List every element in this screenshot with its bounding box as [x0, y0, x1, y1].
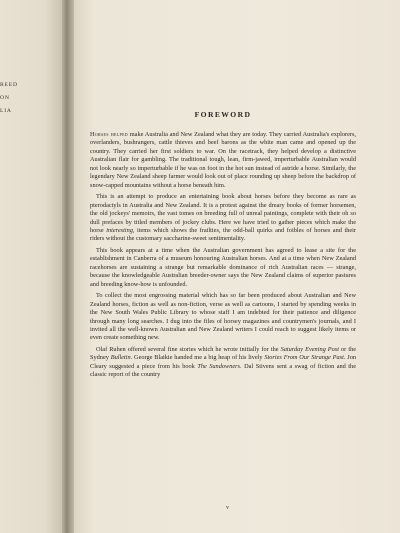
- publication-title: The Sundowners: [197, 362, 241, 370]
- left-page-text-fragment: LIA: [0, 108, 12, 114]
- publication-title: Saturday Evening Post: [280, 345, 339, 353]
- paragraph: This book appears at a time when the Australian government has agreed to lease a site for the establishment in Canberra of a museum honouring Australian horses. And at a time when New Zealand racehorses are sustaining a strange but remarkable dominance of rich Australian races — strange, because the knowledgeable Australian breeder-owner says the New Zealand claims of superior pastures and breeding know-how is unfounded.: [90, 246, 356, 288]
- page-number: v: [226, 505, 229, 511]
- paragraph: Horses helped make Australia and New Zealand what they are today. They carried Australia's explorers, overlanders, bushrangers, cattle thieves and beef barons as the white man came and opened up the country. They carried her first soldiers to war. On the racetrack, they helped develop a distinctive Australian flair for gambling. The traditional tough, lean, firm-jawed, imperturbable Australian would not look nearly so imperturbable if he was on foot in the hot sun instead of astride a horse. Similarly, the legendary New Zealand sheep farmer would look out of place rounding up sheep before the backdrop of snow-capped mountains without a horse beneath him.: [90, 131, 357, 189]
- left-page-text-fragment: ON: [0, 95, 10, 101]
- drop-lead-words: Horses helped: [90, 131, 128, 138]
- publication-title: Stories From Our Strange Past: [264, 354, 344, 362]
- left-page-text-fragment: REED: [0, 82, 18, 88]
- paragraph: This is an attempt to produce an entertaining book about horses before they become as rare as pterodactyls in Australia and New Zealand. It is a protest against the dreary books of former horsemen, the old jockeys' memoirs, the vast tomes on breeding full of unreal paintings, complete with their oh so dull prefaces by titled members of jockey clubs. Here we have tried to gather pieces which make the horse interesting, items which shows the frailties, the odd-ball quirks and foibles of horses and their riders without the customary saccharine-sweet sentimentality.: [90, 193, 356, 243]
- paragraph: Olaf Ruhen offered several fine stories which he wrote initially for the Saturday Evening Post or the Sydney Bulletin. George Blaikie handed me a big heap of his lively Stories From Our Strange Past. Jon Cleary suggested a piece from his book The Sundowners. Dal Stivens sent a swag of fiction and the classic report of the country: [90, 345, 357, 379]
- page-title: FOREWORD: [194, 110, 252, 119]
- left-page: [0, 0, 64, 533]
- italic-word: interesting: [106, 226, 133, 234]
- paragraph: To collect the most engrossing material which has so far been produced about Australian and New Zealand horses, fiction as well as non-fiction, verse as well as cartoons, I started by spending weeks in the New South Wales Public Library to whose staff I am indebted for their patience and diligence through many long searches. I dug into the files of horsey magazines and countrymen's journals, and I invited all the well-known Australian and New Zealand writers I could reach to suggest likely items or even create something new.: [90, 292, 356, 342]
- foreword-body: [90, 110, 356, 383]
- publication-title: Bulletin: [110, 354, 131, 362]
